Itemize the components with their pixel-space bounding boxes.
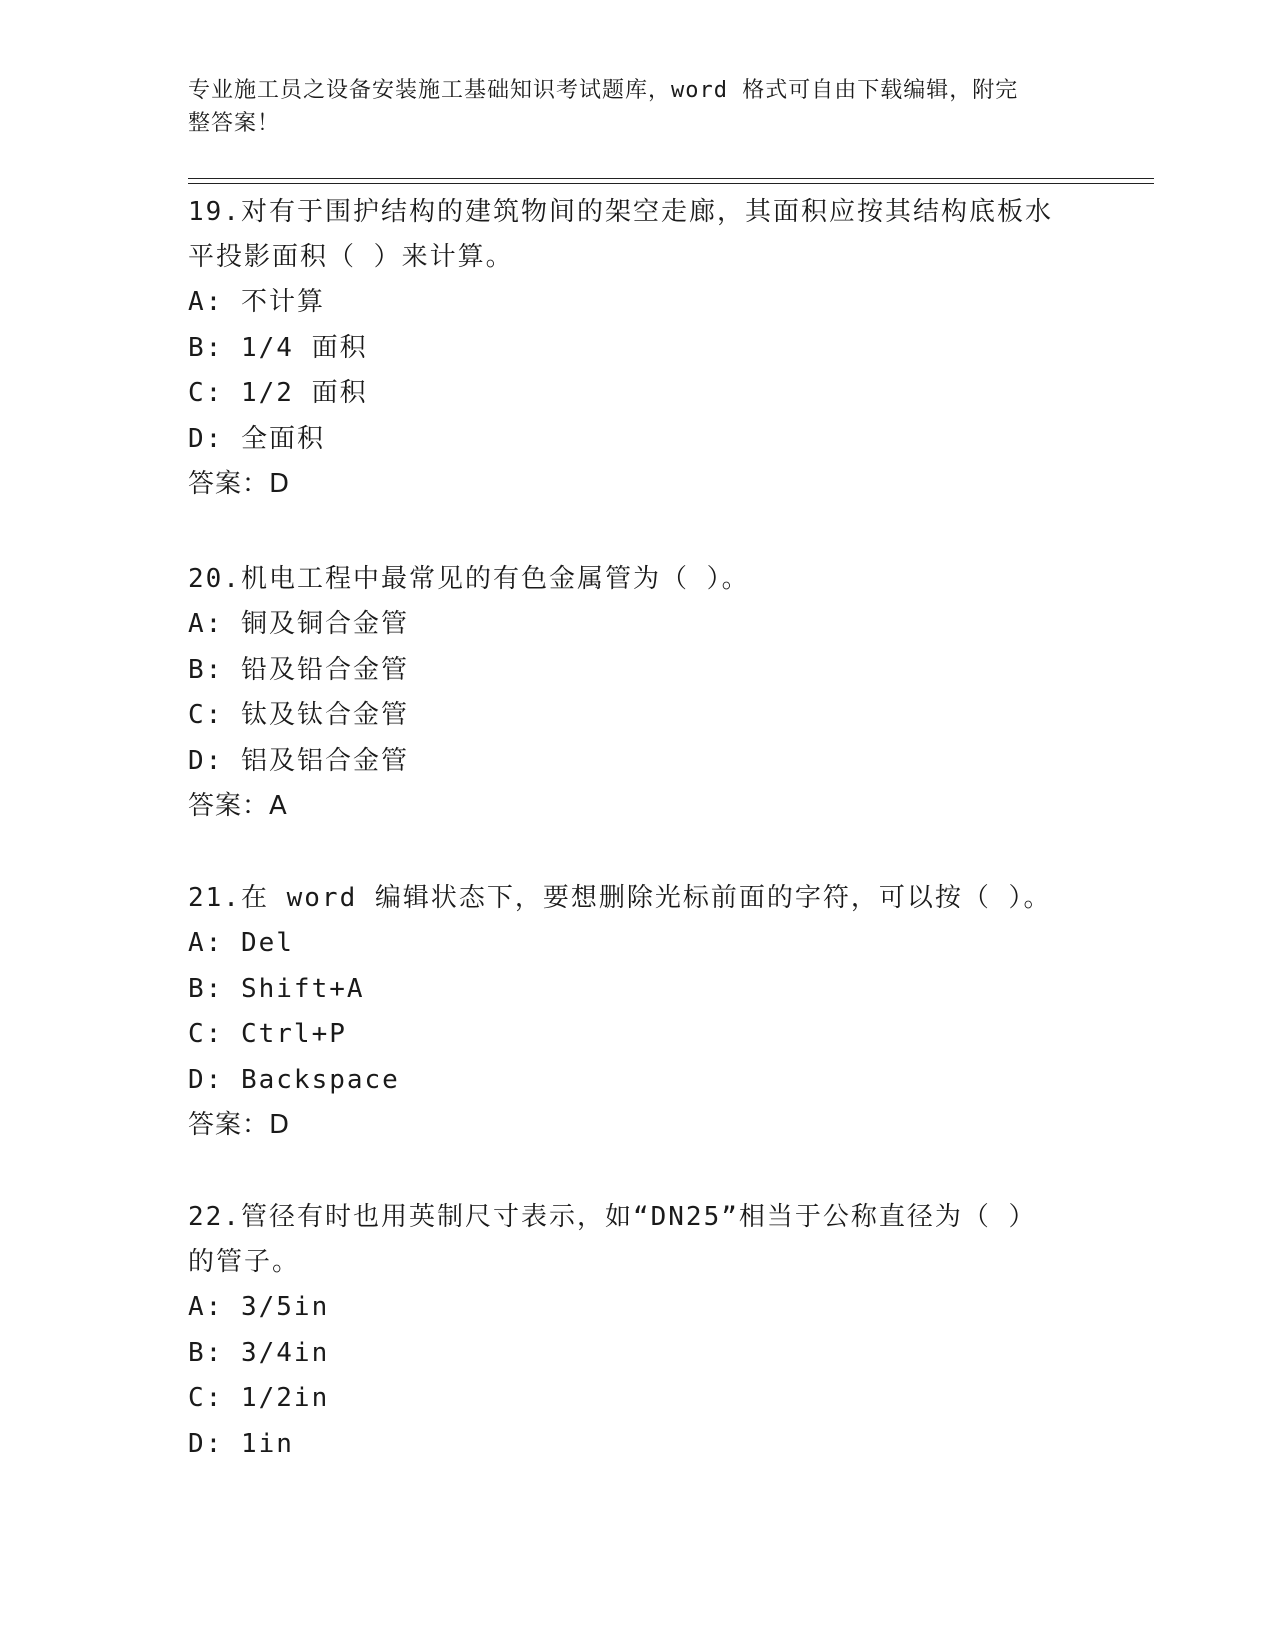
answer: 答案：D — [188, 1110, 291, 1140]
header-line-1: 专业施工员之设备安装施工基础知识考试题库，word 格式可自由下载编辑，附完 — [188, 78, 1019, 103]
question-22 — [188, 1195, 1088, 1467]
option-a: A: 3/5in — [188, 1292, 330, 1322]
answer: 答案：D — [188, 469, 291, 499]
option-c: C: 1/2 面积 — [188, 378, 368, 408]
question-21 — [188, 876, 1088, 1149]
question-text-line: 21.在 word 编辑状态下，要想删除光标前面的字符，可以按（ ）。 — [188, 883, 1052, 913]
option-d: D: Backspace — [188, 1064, 400, 1095]
option-d: D: 铝及铝合金管 — [188, 745, 409, 776]
question-text-line: 平投影面积（ ）来计算。 — [188, 242, 514, 272]
option-a: A: Del — [188, 928, 294, 958]
header-divider-bottom — [188, 183, 1154, 184]
header-divider-top — [188, 178, 1154, 179]
option-d: D: 全面积 — [188, 423, 325, 454]
option-c: C: Ctrl+P — [188, 1019, 347, 1049]
option-b: B: 3/4in — [188, 1337, 330, 1368]
question-19 — [188, 190, 1088, 508]
question-text-line: 19.对有于围护结构的建筑物间的架空走廊，其面积应按其结构底板水 — [188, 197, 1053, 227]
answer: 答案：A — [188, 791, 288, 821]
option-b: B: 1/4 面积 — [188, 332, 368, 363]
option-a: A: 铜及铜合金管 — [188, 609, 409, 639]
option-d: D: 1in — [188, 1428, 294, 1459]
option-c: C: 钛及钛合金管 — [188, 700, 409, 730]
option-b: B: 铅及铅合金管 — [188, 654, 409, 685]
question-20 — [188, 557, 1088, 830]
option-a: A: 不计算 — [188, 287, 325, 317]
header-line-2: 整答案！ — [188, 111, 281, 136]
option-c: C: 1/2in — [188, 1383, 330, 1413]
question-text-line: 22.管径有时也用英制尺寸表示，如“DN25”相当于公称直径为（ ） — [188, 1202, 1037, 1232]
question-text-line: 20.机电工程中最常见的有色金属管为（ ）。 — [188, 564, 750, 594]
question-text-line: 的管子。 — [188, 1247, 301, 1277]
option-b: B: Shift+A — [188, 973, 365, 1004]
document-header — [188, 74, 1068, 140]
